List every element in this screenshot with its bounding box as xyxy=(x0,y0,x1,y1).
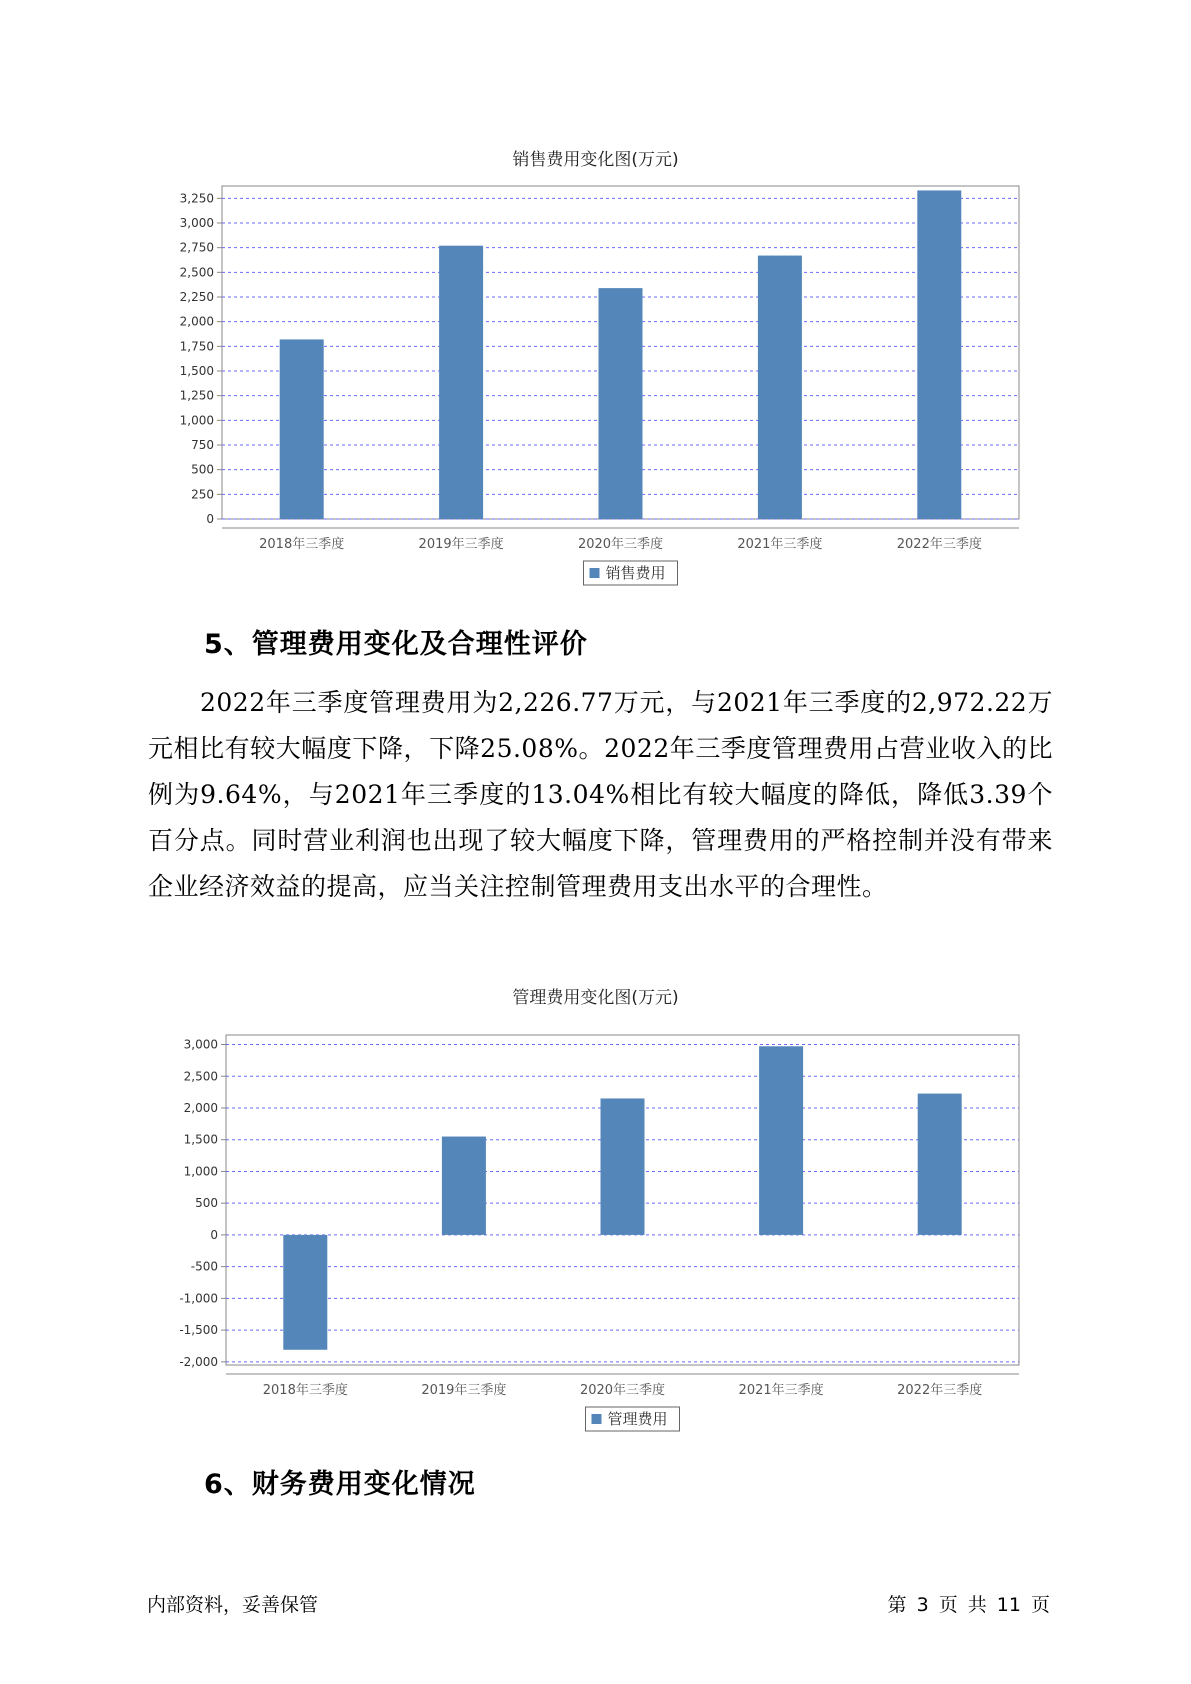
y-tick-label: 0 xyxy=(210,1227,218,1242)
bar xyxy=(759,1046,803,1235)
y-tick-label: 2,000 xyxy=(183,1100,218,1115)
y-tick-label: 2,750 xyxy=(179,240,214,255)
bar xyxy=(918,1094,962,1235)
y-tick-label: 750 xyxy=(191,438,214,452)
y-tick-label: 2,250 xyxy=(179,290,214,304)
y-tick-label: 3,250 xyxy=(179,191,214,206)
bar xyxy=(599,288,643,519)
sales-expense-chart xyxy=(0,180,1191,600)
y-tick-label: 0 xyxy=(206,512,214,526)
x-tick-label: 2019年三季度 xyxy=(421,1383,507,1398)
section6-heading: 6、财务费用变化情况 xyxy=(204,1469,476,1500)
chart1-title: 销售费用变化图(万元) xyxy=(512,150,679,170)
bar xyxy=(601,1098,645,1234)
x-tick-label: 2019年三季度 xyxy=(418,537,504,552)
x-tick-label: 2022年三季度 xyxy=(897,1383,983,1398)
y-tick-label: 1,000 xyxy=(183,1164,218,1179)
bar xyxy=(439,246,483,519)
legend-label: 销售费用 xyxy=(605,564,666,582)
y-tick-label: 2,500 xyxy=(183,1069,218,1084)
bar xyxy=(917,190,961,519)
section5-heading: 5、管理费用变化及合理性评价 xyxy=(204,629,588,660)
x-tick-label: 2022年三季度 xyxy=(896,537,982,552)
y-tick-label: 1,750 xyxy=(179,339,214,354)
y-tick-label: 500 xyxy=(195,1196,218,1211)
bar xyxy=(280,339,324,519)
legend-swatch xyxy=(590,568,600,578)
y-tick-label: -2,000 xyxy=(179,1354,218,1369)
chart2-title: 管理费用变化图(万元) xyxy=(512,988,679,1008)
legend-swatch xyxy=(592,1414,602,1424)
y-tick-label: 1,500 xyxy=(179,364,214,378)
y-tick-label: 3,000 xyxy=(183,1037,218,1052)
y-tick-label: 3,000 xyxy=(179,216,214,230)
y-tick-label: 1,250 xyxy=(179,388,214,403)
section5-paragraph: 2022年三季度管理费用为2,226.77万元，与2021年三季度的2,972.22万元相比有较大幅度下降，下降25.08%。2022年三季度管理费用占营业收入的比例为9.64%，与2021年三季度的13.04%相比有较大幅度的降低，降低3.39个百分点。同时营业利润也出现了较大幅度下降，管理费用的严格控制并没有带来企业经济效益的提高，应当关注控制管理费用支出水平的合理性。 xyxy=(148,688,1053,901)
admin-expense-chart xyxy=(0,1018,1191,1438)
x-tick-label: 2020年三季度 xyxy=(577,537,664,552)
footer-confidential: 内部资料，妥善保管 xyxy=(147,1594,319,1616)
y-tick-label: -500 xyxy=(190,1259,218,1274)
y-tick-label: 1,000 xyxy=(179,413,214,428)
y-tick-label: 2,500 xyxy=(179,265,214,280)
y-tick-label: 500 xyxy=(191,462,214,477)
footer-page-number: 第 3 页 共 11 页 xyxy=(887,1594,1050,1616)
bar xyxy=(442,1137,486,1235)
legend-label: 管理费用 xyxy=(607,1410,668,1428)
y-tick-label: 1,500 xyxy=(183,1132,218,1147)
y-tick-label: -1,000 xyxy=(179,1291,218,1306)
y-tick-label: -1,500 xyxy=(179,1323,218,1338)
x-tick-label: 2020年三季度 xyxy=(579,1383,666,1398)
x-tick-label: 2018年三季度 xyxy=(259,537,345,552)
x-tick-label: 2021年三季度 xyxy=(737,537,823,552)
x-tick-label: 2021年三季度 xyxy=(738,1383,824,1398)
y-tick-label: 2,000 xyxy=(179,314,214,329)
x-tick-label: 2018年三季度 xyxy=(262,1383,348,1398)
y-tick-label: 250 xyxy=(191,487,214,502)
bar xyxy=(283,1235,327,1350)
bar xyxy=(758,256,802,519)
